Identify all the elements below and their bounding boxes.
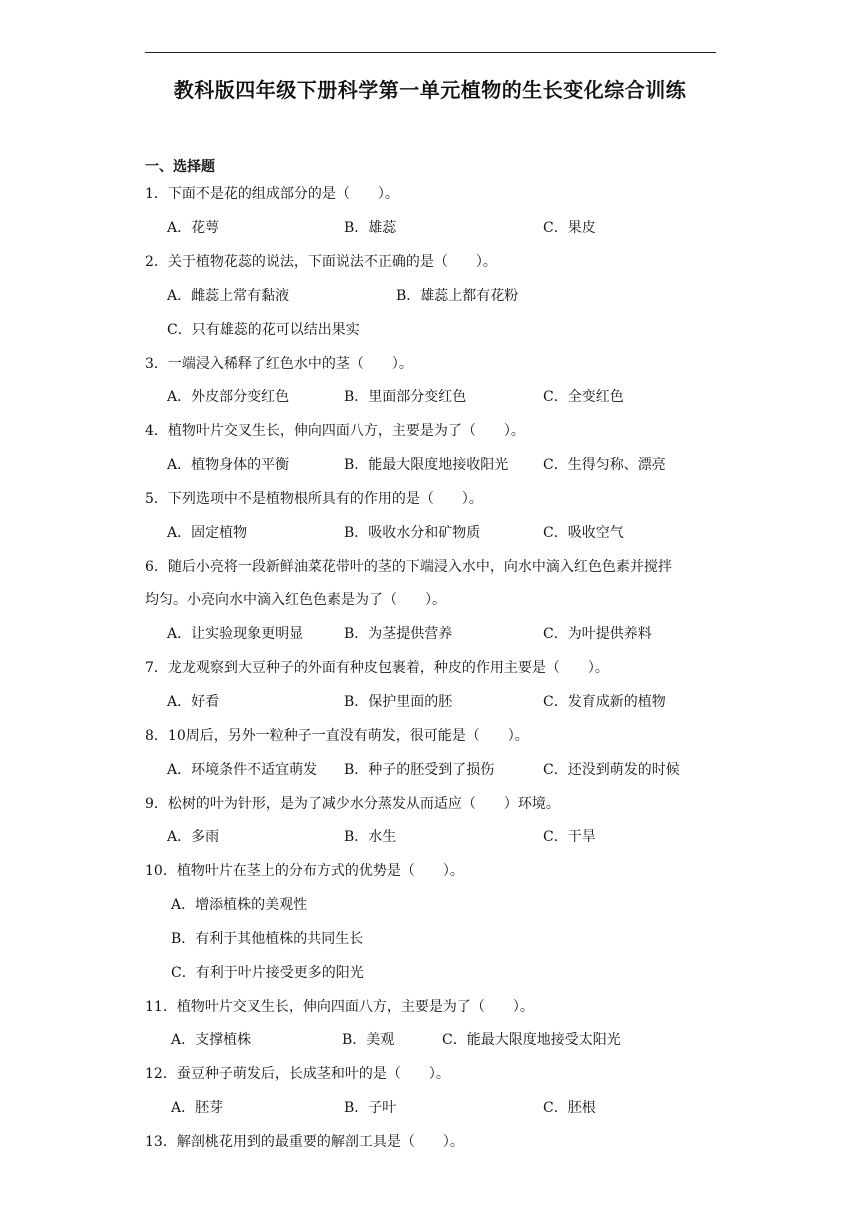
question-6-stem: 6．随后小亮将一段新鲜油菜花带叶的茎的下端浸入水中，向水中滴入红色色素并搅拌 xyxy=(145,559,672,575)
question-10-option-b: B．有利于其他植株的共同生长 xyxy=(171,931,364,947)
page-title: 教科版四年级下册科学第一单元植物的生长变化综合训练 xyxy=(173,78,687,102)
question-4-option-a: A．植物身体的平衡 xyxy=(167,457,290,473)
question-5-option-b: B．吸收水分和矿物质 xyxy=(344,525,481,541)
question-8-stem: 8．10周后，另外一粒种子一直没有萌发，很可能是（ ）。 xyxy=(145,728,529,744)
question-7-option-a: A．好看 xyxy=(167,694,220,710)
question-1-stem: 1．下面不是花的组成部分的是（ ）。 xyxy=(145,186,399,202)
question-1-option-b: B．雄蕊 xyxy=(344,220,397,236)
question-7-option-b: B．保护里面的胚 xyxy=(344,694,453,710)
question-13-stem: 13．解剖桃花用到的最重要的解剖工具是（ ）。 xyxy=(145,1134,464,1150)
question-5-option-c: C．吸收空气 xyxy=(543,525,624,541)
question-3-option-c: C．全变红色 xyxy=(543,389,624,405)
question-8-option-c: C．还没到萌发的时候 xyxy=(543,762,680,778)
question-10-stem: 10．植物叶片在茎上的分布方式的优势是（ ）。 xyxy=(145,863,464,879)
question-5-stem: 5．下列选项中不是植物根所具有的作用的是（ ）。 xyxy=(145,491,483,507)
question-3-stem: 3．一端浸入稀释了红色水中的茎（ ）。 xyxy=(145,356,413,372)
question-6-stem-continued: 均匀。小亮向水中滴入红色色素是为了（ ）。 xyxy=(145,592,446,608)
header-rule xyxy=(145,52,716,53)
question-3-option-a: A．外皮部分变红色 xyxy=(167,389,290,405)
question-1-option-c: C．果皮 xyxy=(543,220,596,236)
question-12-option-c: C．胚根 xyxy=(543,1100,596,1116)
question-9-option-c: C．干旱 xyxy=(543,829,596,845)
question-2-option-a: A．雌蕊上常有黏液 xyxy=(167,288,290,304)
question-11-stem: 11．植物叶片交叉生长，伸向四面八方，主要是为了（ ）。 xyxy=(145,999,534,1015)
question-4-option-c: C．生得匀称、漂亮 xyxy=(543,457,666,473)
question-9-stem: 9．松树的叶为针形，是为了减少水分蒸发从而适应（ ）环境。 xyxy=(145,796,560,812)
question-11-option-a: A．支撑植株 xyxy=(171,1032,252,1048)
question-6-option-b: B．为茎提供营养 xyxy=(344,626,453,642)
question-2-option-b: B．雄蕊上都有花粉 xyxy=(396,288,519,304)
question-3-option-b: B．里面部分变红色 xyxy=(344,389,467,405)
question-12-option-a: A．胚芽 xyxy=(171,1100,224,1116)
question-2-option-c: C．只有雄蕊的花可以结出果实 xyxy=(167,322,360,338)
question-12-option-b: B．子叶 xyxy=(344,1100,397,1116)
question-8-option-b: B．种子的胚受到了损伤 xyxy=(344,762,495,778)
question-9-option-a: A．多雨 xyxy=(167,829,220,845)
question-4-stem: 4．植物叶片交叉生长，伸向四面八方，主要是为了（ ）。 xyxy=(145,423,525,439)
question-6-option-a: A．让实验现象更明显 xyxy=(167,626,304,642)
question-5-option-a: A．固定植物 xyxy=(167,525,248,541)
question-7-stem: 7．龙龙观察到大豆种子的外面有种皮包裹着，种皮的作用主要是（ ）。 xyxy=(145,660,609,676)
question-12-stem: 12．蚕豆种子萌发后，长成茎和叶的是（ ）。 xyxy=(145,1066,450,1082)
question-10-option-a: A．增添植株的美观性 xyxy=(171,897,308,913)
question-8-option-a: A．环境条件不适宜萌发 xyxy=(167,762,318,778)
question-4-option-b: B．能最大限度地接收阳光 xyxy=(344,457,509,473)
question-2-stem: 2．关于植物花蕊的说法，下面说法不正确的是（ ）。 xyxy=(145,254,497,270)
question-6-option-c: C．为叶提供养料 xyxy=(543,626,652,642)
section-heading: 一、选择题 xyxy=(145,159,215,175)
question-11-option-c: C．能最大限度地接受太阳光 xyxy=(442,1032,621,1048)
question-9-option-b: B．水生 xyxy=(344,829,397,845)
question-11-option-b: B．美观 xyxy=(342,1032,395,1048)
question-1-option-a: A．花萼 xyxy=(167,220,220,236)
question-10-option-c: C．有利于叶片接受更多的阳光 xyxy=(171,965,364,981)
question-7-option-c: C．发育成新的植物 xyxy=(543,694,666,710)
